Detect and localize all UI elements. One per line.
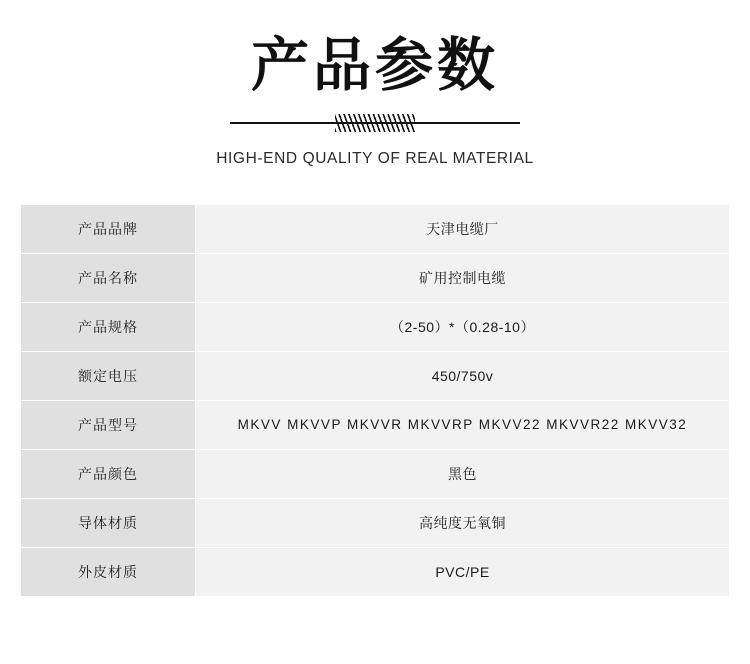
row-label: 产品品牌	[21, 204, 196, 253]
table-row	[21, 498, 730, 547]
row-value: MKVV MKVVP MKVVR MKVVRP MKVV22 MKVVR22 MKVV32	[196, 400, 730, 449]
table-row	[21, 253, 730, 302]
row-value: 高纯度无氧铜	[196, 498, 730, 547]
table-row	[21, 547, 730, 596]
row-value: 矿用控制电缆	[196, 253, 730, 302]
page-header	[0, 0, 750, 168]
table-row	[21, 302, 730, 351]
row-value: 450/750v	[196, 351, 730, 400]
table-row	[21, 400, 730, 449]
row-label: 导体材质	[21, 498, 196, 547]
row-label: 产品名称	[21, 253, 196, 302]
row-label: 产品颜色	[21, 449, 196, 498]
row-value: 黑色	[196, 449, 730, 498]
row-value: PVC/PE	[196, 547, 730, 596]
row-label: 产品规格	[21, 302, 196, 351]
title-divider-ornament	[230, 114, 520, 132]
row-value: （2-50）*（0.28-10）	[196, 302, 730, 351]
table-row	[21, 204, 730, 253]
row-value: 天津电缆厂	[196, 204, 730, 253]
table-row	[21, 351, 730, 400]
table-row	[21, 449, 730, 498]
divider-hatch-icon	[335, 114, 415, 132]
row-label: 外皮材质	[21, 547, 196, 596]
page-title: 产品参数	[250, 31, 499, 99]
specification-table	[20, 204, 730, 597]
row-label: 产品型号	[21, 400, 196, 449]
row-label: 额定电压	[21, 351, 196, 400]
page-subtitle: HIGH-END QUALITY OF REAL MATERIAL	[216, 149, 534, 167]
